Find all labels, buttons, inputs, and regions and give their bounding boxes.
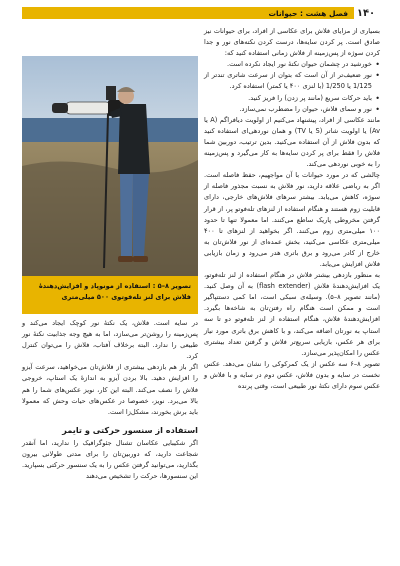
page-header <box>22 6 378 20</box>
body-paragraph: تصویر ۸–۶ سه عکس از یک کمرکوکی را نشان می‌دهد. عکس نخست در سایه و بدون فلاش، عکس دوم در سایه و با فلاش و عکس سوم دارای نکتهٔ نور طبیعی است، وقتی پرنده <box>204 359 380 390</box>
figure-caption: تصویر ۸–۵ : استفاده از مونوپاد و افزایش‌دهندهٔ فلاش برای لنز تله‌فوتوی ۵۰۰ میلی‌متری <box>22 276 198 314</box>
chapter-header-bar <box>22 7 354 19</box>
page-number: ۱۴۰ <box>356 7 376 19</box>
body-paragraph: به منظور بازدهی بیشتر فلاش در هنگام استفاده از لنز تله‌فوتو، یک افزایش‌دهندهٔ فلاش (flash extender) به آن وصل کنید. (مانند تصویر ۸–۵). وسیله‌ی سبکی است، اما کمی دستتپاگیر است و ممکن است هنگام راه رفتن‌تان به شاخه‌ها بگیرد. افزایش‌دهندهٔ فلاش، هنگام استفاده از لنز تله‌فوتو دو تا سه استاپ به نورتان اضافه می‌کند، و با کاهش برق باتری مورد نیاز برای هر عکس، بازیابی سریع‌تر فلاش و گرفتن تعداد بیشتری عکس را امکان‌پذیر می‌سازد. <box>204 271 381 357</box>
body-paragraph: در سایه است. فلاش، یک نکتهٔ نور کوچک ایجاد می‌کند و پس‌زمینه را روشن‌تر می‌سازد، اما به هیچ وجه جذابیت نکتهٔ نور طبیعی را ندارد. البته برخلاف آفتاب، فلاش را می‌توان کنترل کرد. <box>22 319 198 361</box>
flash-conditions-list <box>204 59 380 114</box>
body-paragraph: اگر شکیبایی عکاسان تشنال جئوگرافیک را ندارید، اما آنقدر شجاعت دارید، که دوربین‌تان را برای مدتی طولانی بیرون بگذارید، می‌توانید گرفتن عکس را به یک سنسور حرکتی بسپارید. این سنسورها، حرکت را تشخیص می‌دهند <box>22 438 198 481</box>
list-item: • نور ضعیف‌تر از آن است که بتوان از سرعت شاتری تندتر از 1/125 یا 1/250 (با لنزی ۴۰۰ یا کمتر) استفاده کرد. <box>204 70 372 92</box>
chapter-title: فصل هشت : حیوانات <box>268 8 348 18</box>
body-paragraph: مانند عکاسی از افراد، پیشنهاد می‌کنیم از اولویت دیافراگم (A یا Av) یا اولویت شاتر (S یا TV) و همان نوردهی‌ای استفاده کنید که بدون فلاش از آن استفاده می‌کنید. بدین ترتیب، دوربین شما فلاش را فقط برای پر کردن سایه‌ها به کار می‌گیرد و پس‌زمینه را به خوبی نوردهی می‌کند. <box>204 115 380 169</box>
photographer-with-telephoto-image <box>22 56 198 276</box>
body-paragraph: اگر باز هم بازدهی بیشتری از فلاش‌تان می‌خواهید، سرعت آیزو را افزایش دهید. بالا بردن آیزو به اندازهٔ یک استاپ، خروجی فلاش را نصف می‌کند. البته این کار، نویز عکس‌های شما را هم بالا می‌برد. نویز، خصوصا در عکس‌های حیات وحش که معمولا باید برش بخورند، مشکل‌زا است. <box>22 363 198 416</box>
list-item: • نور و سمای فلاش، حیوان را مضطرب نمی‌سازد. <box>204 104 372 115</box>
list-item: • باید حرکات سریع (مانند پر زدن) را فریز کنید. <box>204 93 372 104</box>
list-item: • خورشید در چشمان حیوان نکتهٔ نور ایجاد نکرده است. <box>204 59 372 70</box>
intro-paragraph: بسیاری از مزایای فلاش برای عکاسی از افراد، برای حیوانات نیز صادق است. پر کردن سایه‌ها، درست کردن نکته‌های نور و جدا کردن سوژه از پس‌زمینه از فلاش زمانی استفاده کنید که: <box>204 27 380 58</box>
body-paragraph: چالشی که در مورد حیوانات با آن مواجهیم، حفظ فاصله است. اگر به ریاضی علاقه دارید، نور فلاش به نسبت مجذور فاصله از سوژه، کاهش می‌یابد. بیشتر سرهای فلاش‌های خارجی، دارای قابلیت زوم هستند و هنگام استفاده از لنزهای تله‌فوتو پر، از قرار گرفتن مخروطی پاریک ساطع می‌کنند. اما معمولا تنها تا حدود ۱۰۰ میلی‌متری زوم می‌کنند. اگر بخواهید از لنزهای تا ۴۰۰ میلی‌متری عکاسی می‌کنید، بخش عمده‌ای از نور فلاش‌تان به خارج از کادر می‌رود و برق باتری هدر می‌رود و زمان بازیابی فلاش افزایش می‌یابد. <box>204 171 380 268</box>
section-heading: استفاده از سنسور حرکتی و تایمر <box>62 424 198 435</box>
right-column <box>204 26 380 392</box>
figure-photo <box>22 56 198 276</box>
left-column <box>22 318 198 482</box>
